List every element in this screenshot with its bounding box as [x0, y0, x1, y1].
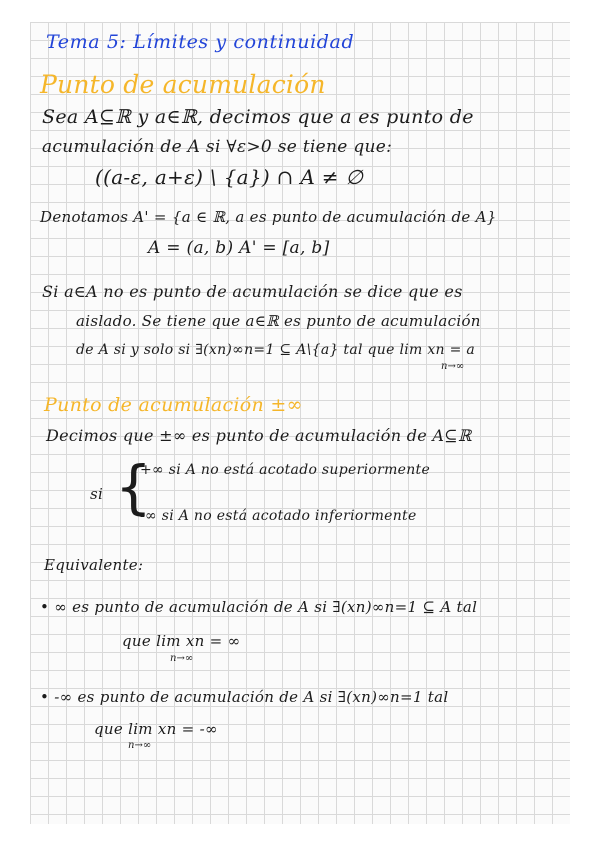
bullet-minus-infinity-line-2: que lim xn = -∞	[94, 720, 218, 738]
aislado-limit-subscript: n→∞	[441, 361, 465, 372]
case-minus-infinity: -∞ si A no está acotado inferiormente	[140, 508, 417, 524]
bullet-infinity-limit-subscript: n→∞	[170, 653, 194, 664]
definition-formula: ((a-ε, a+ε) \ {a}) ∩ A ≠ ∅	[95, 165, 364, 189]
page-title: Tema 5: Límites y continuidad	[46, 31, 355, 53]
definition-line-2: acumulación de A si ∀ε>0 se tiene que:	[42, 137, 393, 157]
infinity-intro-line: Decimos que ±∞ es punto de acumulación de A⊆ℝ	[46, 426, 472, 445]
aislado-line-1: Si a∈A no es punto de acumulación se dice que es	[42, 282, 463, 301]
bullet-minus-infinity-limit-subscript: n→∞	[128, 740, 152, 751]
aislado-line-2: aislado. Se tiene que a∈ℝ es punto de acumulación	[76, 312, 481, 330]
bullet-infinity-line-2: que lim xn = ∞	[122, 632, 241, 650]
section-heading-infinity: Punto de acumulación ±∞	[44, 394, 303, 416]
example-line: A = (a, b) A' = [a, b]	[148, 238, 330, 258]
case-plus-infinity: +∞ si A no está acotado superiormente	[140, 462, 431, 478]
cases-brace-icon: {	[115, 453, 152, 521]
bullet-minus-infinity-line-1: • -∞ es punto de acumulación de A si ∃(xn)∞n=1 tal	[40, 688, 449, 706]
bullet-infinity-line-1: • ∞ es punto de acumulación de A si ∃(xn)∞n=1 ⊆ A tal	[40, 598, 478, 616]
equivalente-label: Equivalente:	[44, 556, 144, 574]
denotamos-line: Denotamos A' = {a ∈ ℝ, a es punto de acumulación de A}	[40, 208, 497, 226]
definition-line-1: Sea A⊆ℝ y a∈ℝ, decimos que a es punto de	[42, 106, 474, 128]
cases-si-label: si	[90, 485, 104, 503]
aislado-line-3: de A si y solo si ∃(xn)∞n=1 ⊆ A\{a} tal que lim xn = a	[76, 342, 476, 358]
section-heading-punto-acumulacion: Punto de acumulación	[40, 70, 326, 99]
